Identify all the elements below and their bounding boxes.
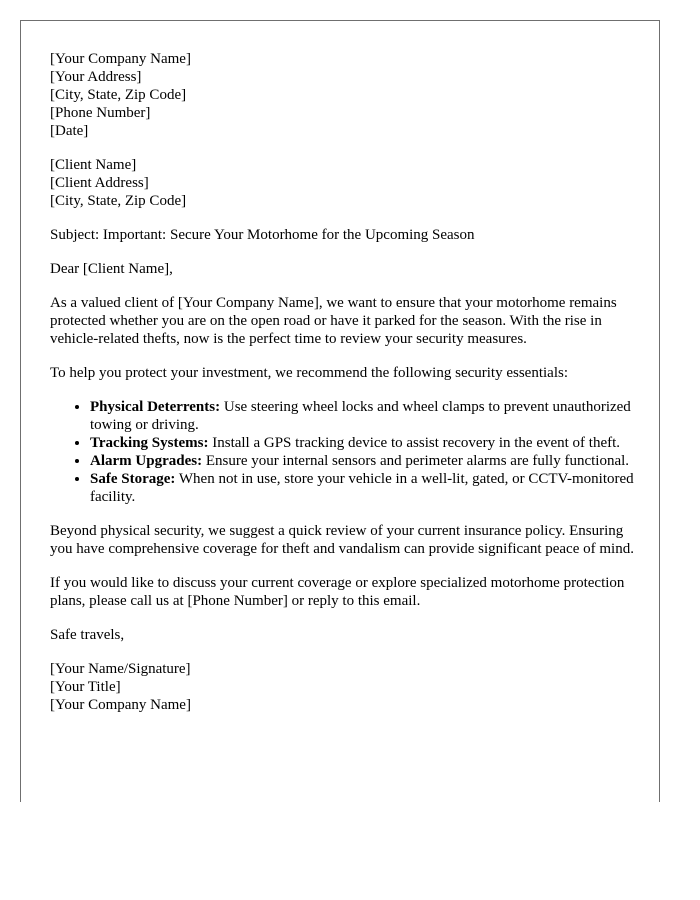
recipient-city-state-zip: [City, State, Zip Code] xyxy=(50,193,187,209)
list-item-term: Tracking Systems: xyxy=(90,435,209,451)
list-item-term: Alarm Upgrades: xyxy=(90,453,203,469)
list-item-text: Install a GPS tracking device to assist recovery in the event of theft. xyxy=(208,435,621,451)
list-item-text: Ensure your internal sensors and perimeter alarms are fully functional. xyxy=(202,453,630,469)
security-essentials-list xyxy=(50,398,635,506)
subject-line: Subject: Important: Secure Your Motorhome for the Upcoming Season xyxy=(50,227,475,243)
closing: Safe travels, xyxy=(50,627,125,643)
signature-title: [Your Title] xyxy=(50,679,121,695)
letter-page xyxy=(20,20,660,802)
signature-company: [Your Company Name] xyxy=(50,697,191,713)
intro-paragraph: As a valued client of [Your Company Name], we want to ensure that your motorhome remains protected whether you are on the open road or have it parked for the season. With the rise in vehicle-related thefts, now is the perfect time to review your security measures. xyxy=(50,295,617,347)
recipient-address: [Client Address] xyxy=(50,175,149,191)
letter-body xyxy=(50,50,635,714)
sender-address: [Your Address] xyxy=(50,69,142,85)
list-item xyxy=(90,398,635,434)
list-item-text: When not in use, store your vehicle in a well-lit, gated, or CCTV-monitored facility. xyxy=(90,471,634,505)
list-item xyxy=(90,470,635,506)
list-item-text: Use steering wheel locks and wheel clamps to prevent unauthorized towing or driving. xyxy=(90,399,631,433)
letter-date: [Date] xyxy=(50,123,89,139)
signature-block xyxy=(50,660,635,714)
sender-company: [Your Company Name] xyxy=(50,51,191,67)
list-item-term: Physical Deterrents: xyxy=(90,399,221,415)
list-item-term: Safe Storage: xyxy=(90,471,176,487)
list-item xyxy=(90,434,635,452)
recommendation-paragraph: To help you protect your investment, we recommend the following security essentials: xyxy=(50,365,568,381)
list-item xyxy=(90,452,635,470)
sender-address-block xyxy=(50,50,635,140)
sender-city-state-zip: [City, State, Zip Code] xyxy=(50,87,187,103)
signature-name: [Your Name/Signature] xyxy=(50,661,191,677)
insurance-paragraph: Beyond physical security, we suggest a quick review of your current insurance policy. Ensuring you have comprehensive coverage for theft and vandalism can provide significant peace of mind. xyxy=(50,523,634,557)
contact-paragraph: If you would like to discuss your current coverage or explore specialized motorhome protection plans, please call us at [Phone Number] or reply to this email. xyxy=(50,575,625,609)
sender-phone: [Phone Number] xyxy=(50,105,151,121)
recipient-address-block xyxy=(50,156,635,210)
salutation: Dear [Client Name], xyxy=(50,261,173,277)
recipient-name: [Client Name] xyxy=(50,157,137,173)
